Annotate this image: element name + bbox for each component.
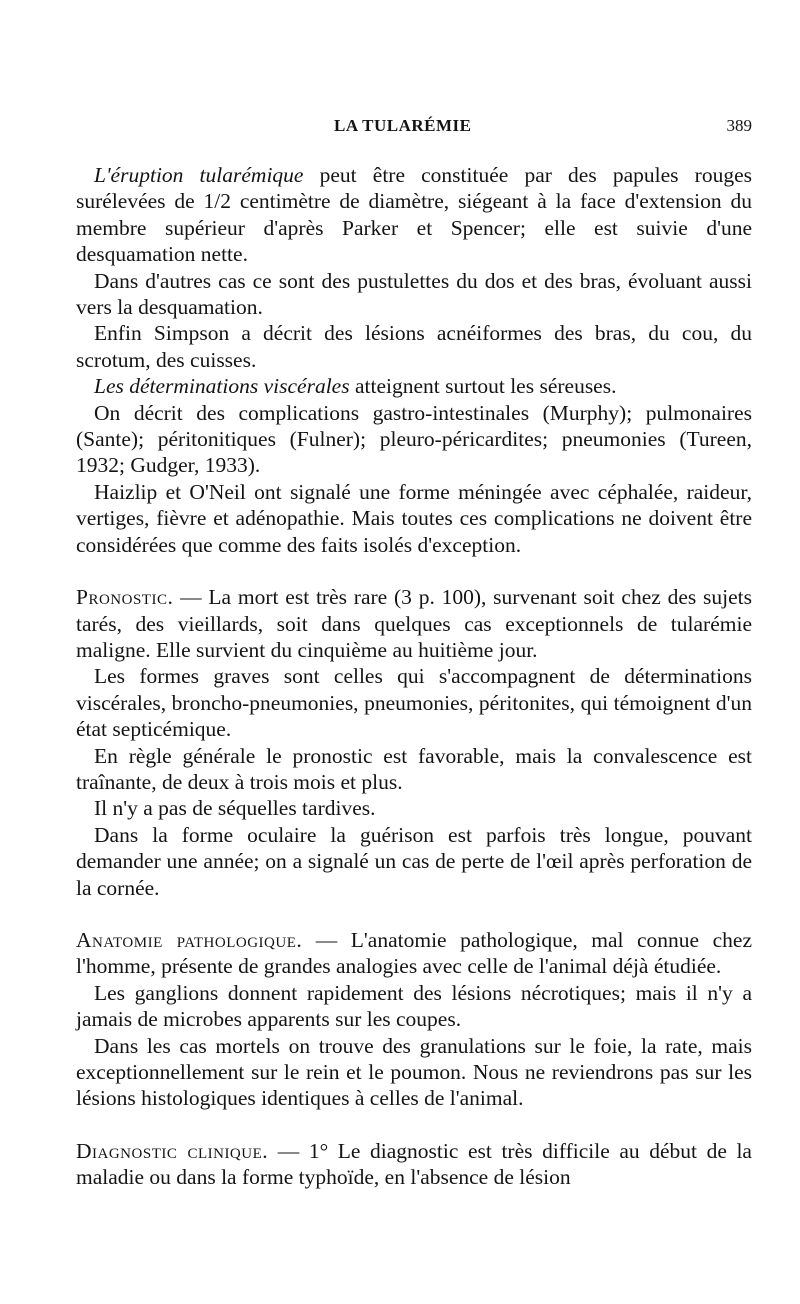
paragraph-text: — L'anatomie pathologique, mal connue chez l'homme, présente de grandes analogies avec celle de l'animal déjà étudiée.: [76, 927, 752, 979]
paragraph-simpson: Enfin Simpson a décrit des lésions acnéiformes des bras, du cou, du scrotum, des cuisses.: [76, 321, 752, 372]
paragraph-forme-oculaire: Dans la forme oculaire la guérison est parfois très longue, pouvant demander une année; on a signalé un cas de perte de l'œil après perforation de la cornée.: [76, 822, 752, 900]
paragraph-sequelles: Il n'y a pas de séquelles tardives.: [94, 796, 376, 821]
paragraph-text: — La mort est très rare (3 p. 100), survenant soit chez des sujets tarés, des vieillards, soit dans quelques cas exceptionnels de tularémie maligne. Elle survient du cinquième au huitième jour.: [76, 585, 752, 662]
page-number: 389: [726, 116, 752, 135]
paragraph-regle-generale: En règle générale le pronostic est favorable, mais la convalescence est traînante, de deux à trois mois et plus.: [76, 743, 752, 794]
paragraph-eruption: [76, 162, 752, 268]
paragraph-ganglions: Les ganglions donnent rapidement des lésions nécrotiques; mais il n'y a jamais de microbes apparents sur les coupes.: [76, 980, 752, 1032]
running-title: LA TULARÉMIE: [334, 116, 472, 135]
paragraph-text: peut être constituée par des papules rouges surélevées de 1/2 centimètre de diamètre, siégeant à la face d'extension du membre supérieur d'après Parker et Spencer; elle est suivie d'une desquamation nette.: [76, 163, 753, 267]
paragraph-cas-mortels: Dans les cas mortels on trouve des granulations sur le foie, la rate, mais exceptionnellement sur le rein et le poumon. Nous ne reviendrons pas sur les lésions histologiques identiques à celles de l'animal.: [76, 1033, 752, 1111]
paragraph-formes-graves: Les formes graves sont celles qui s'accompagnent de déterminations viscérales, broncho-pneumonies, pneumonies, péritonites, qui témoignent d'un état septicémique.: [76, 664, 752, 742]
paragraph-text: atteignent surtout les séreuses.: [349, 374, 617, 399]
page-header: [76, 116, 752, 146]
paragraph-text: — 1° Le diagnostic est très difficile au début de la maladie ou dans la forme typhoïde, en l'absence de lésion: [76, 1138, 752, 1190]
lead-phrase: Les déterminations viscérales: [94, 374, 350, 399]
paragraph-pustulettes: Dans d'autres cas ce sont des pustulettes du dos et des bras, évoluant aussi vers la desquamation.: [76, 268, 752, 320]
paragraph-haizlip: Haizlip et O'Neil ont signalé une forme méningée avec céphalée, raideur, vertiges, fièvre et adénopathie. Mais toutes ces complications ne doivent être considérées que comme des faits isolés d'exception.: [76, 479, 752, 557]
section-pronostic: [76, 584, 752, 663]
section-heading: Diagnostic clinique.: [76, 1138, 269, 1163]
paragraph-complications: On décrit des complications gastro-intestinales (Murphy); pulmonaires (Sante); péritonitiques (Fulner); pleuro-péricardites; pneumonies (Tureen, 1932; Gudger, 1933).: [76, 400, 752, 478]
paragraph-determinations: [76, 373, 752, 399]
section-heading: Pronostic.: [76, 585, 174, 610]
section-heading: Anatomie pathologique.: [76, 927, 303, 952]
body-text: [76, 162, 752, 1191]
lead-phrase: L'éruption tularémique: [94, 163, 304, 187]
section-anatomie: [76, 927, 752, 980]
section-diagnostic: [76, 1138, 752, 1191]
